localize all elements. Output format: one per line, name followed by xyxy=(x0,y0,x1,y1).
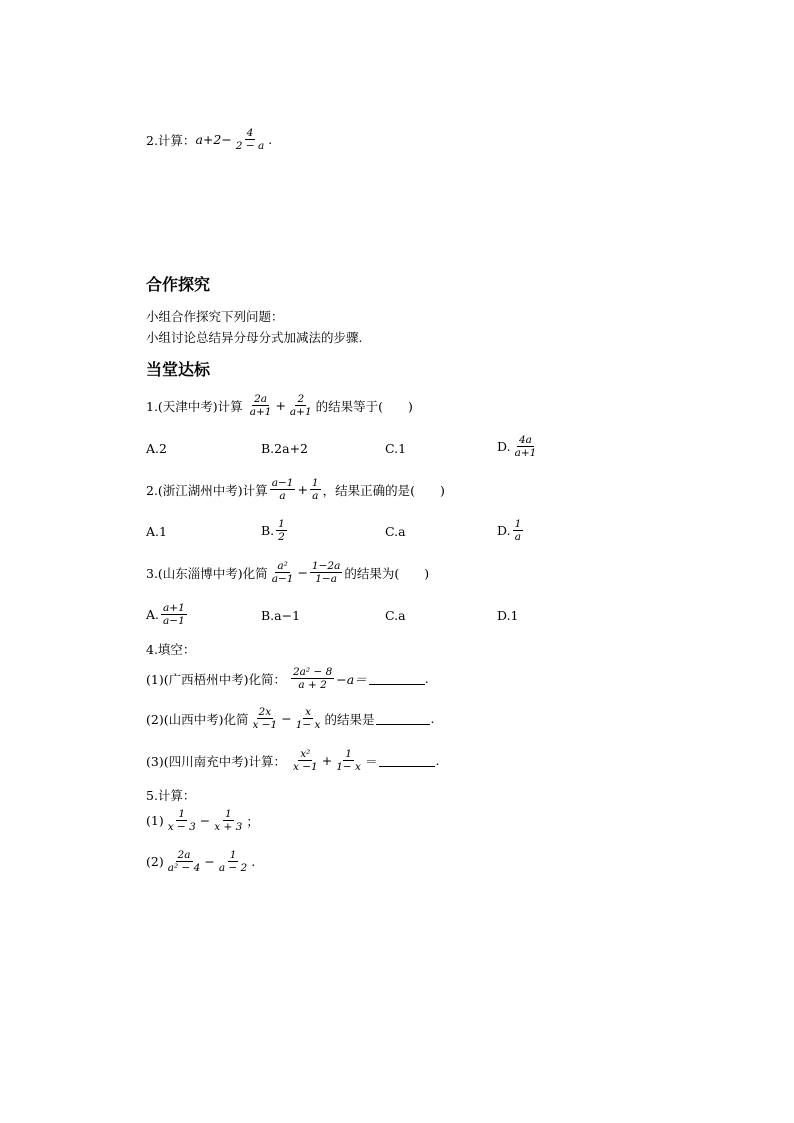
denominator: a² − 4 xyxy=(167,862,201,875)
numerator: 4 xyxy=(246,127,254,139)
operator: + xyxy=(297,482,308,498)
option-label: B. xyxy=(261,523,275,539)
expression: a+2− xyxy=(195,132,232,148)
fill-in-3 xyxy=(146,748,439,773)
question-prefix: (2)(山西中考)化简 xyxy=(146,711,249,727)
numerator: 1 xyxy=(514,518,522,530)
option-c: C.a xyxy=(385,608,406,623)
fraction xyxy=(291,748,320,773)
fraction xyxy=(212,808,244,833)
expression-tail: 的结果是 xyxy=(324,711,375,727)
numerator: 1 xyxy=(229,849,237,861)
item-label: (2) xyxy=(146,854,164,870)
fraction xyxy=(166,808,198,833)
numerator: x xyxy=(305,706,312,718)
fraction xyxy=(513,434,539,459)
denominator: 2 − a xyxy=(235,140,265,153)
denominator: a+1 xyxy=(289,406,312,419)
fraction xyxy=(250,706,279,731)
fraction xyxy=(334,748,363,773)
denominator: 1− x xyxy=(295,719,321,732)
practice-question-1 xyxy=(146,393,413,418)
period: . xyxy=(268,132,273,148)
fraction xyxy=(310,560,342,585)
fraction xyxy=(217,849,249,874)
option-d xyxy=(497,518,525,543)
denominator: a+1 xyxy=(249,406,272,419)
option-b: B.2a+2 xyxy=(261,441,308,456)
denominator: x + 3 xyxy=(214,821,243,834)
option-label: D. xyxy=(497,523,511,539)
numerator: a² xyxy=(277,560,288,572)
fraction xyxy=(291,666,334,691)
fraction xyxy=(234,127,266,152)
compute-question-2 xyxy=(146,127,272,152)
fraction xyxy=(276,518,287,543)
question-suffix: 的结果等于( ) xyxy=(315,398,413,414)
question-prefix: (1)(广西梧州中考)化简： xyxy=(146,671,286,687)
numerator: 1 xyxy=(278,518,285,530)
denominator: a−1 xyxy=(271,573,294,586)
section-title-practice: 当堂达标 xyxy=(146,360,211,379)
semicolon: ； xyxy=(246,813,259,829)
answer-blank[interactable] xyxy=(376,712,430,725)
question-prefix: 2.(浙江湖州中考)计算 xyxy=(146,482,268,498)
denominator: a − 2 xyxy=(218,862,248,875)
compute-item-2 xyxy=(146,849,255,874)
numerator: 1−2a xyxy=(311,560,341,572)
denominator: x −1 xyxy=(292,761,318,774)
option-label: A. xyxy=(146,607,160,623)
item-label: (1) xyxy=(146,813,164,829)
option-d xyxy=(497,434,540,459)
fraction xyxy=(270,477,296,502)
answer-blank[interactable] xyxy=(379,754,435,767)
option-d: D.1 xyxy=(497,608,519,623)
fraction xyxy=(288,393,314,418)
label: 2.计算： xyxy=(146,132,196,148)
practice-question-2 xyxy=(146,477,445,502)
cooperate-line-2: 小组讨论总结异分母分式加减法的步骤. xyxy=(146,330,363,345)
question-suffix: 的结果为( ) xyxy=(344,565,430,581)
option-c: C.a xyxy=(385,524,406,539)
question-suffix: ，结果正确的是( ) xyxy=(322,482,445,498)
denominator: a−1 xyxy=(163,615,185,628)
period: . xyxy=(430,711,435,727)
cooperate-line-1: 小组合作探究下列问题： xyxy=(146,309,284,324)
answer-blank[interactable] xyxy=(369,672,425,685)
fill-in-2 xyxy=(146,706,434,731)
denominator: a + 2 xyxy=(298,679,327,692)
numerator: 2a xyxy=(254,393,268,405)
period: . xyxy=(424,671,429,687)
practice-question-3 xyxy=(146,560,429,585)
period: . xyxy=(435,753,440,769)
denominator: a xyxy=(312,490,319,503)
question-4-title: 4.填空： xyxy=(146,642,196,657)
numerator: 1 xyxy=(178,808,186,820)
operator: − xyxy=(297,565,308,581)
operator: − xyxy=(281,711,292,727)
fraction xyxy=(166,849,203,874)
fraction xyxy=(161,602,187,627)
option-b: B.a−1 xyxy=(261,608,301,623)
question-prefix: 1.(天津中考)计算 xyxy=(146,398,243,414)
numerator: 2 xyxy=(297,393,305,405)
question-5-title: 5.计算： xyxy=(146,788,196,803)
denominator: a xyxy=(514,531,522,544)
fraction xyxy=(248,393,274,418)
option-a: A.1 xyxy=(146,524,167,539)
compute-item-1 xyxy=(146,808,259,833)
denominator: x − 3 xyxy=(167,821,196,834)
denominator: a xyxy=(279,490,286,503)
period: . xyxy=(251,854,256,870)
operator: − xyxy=(204,854,215,870)
question-prefix: (3)(四川南充中考)计算： xyxy=(146,753,286,769)
fraction xyxy=(270,560,296,585)
numerator: 1 xyxy=(224,808,232,820)
numerator: 2a² − 8 xyxy=(292,666,333,678)
option-b xyxy=(261,518,289,543)
option-a xyxy=(146,602,189,627)
numerator: 1 xyxy=(311,477,319,489)
option-c: C.1 xyxy=(385,441,407,456)
operator: + xyxy=(321,753,333,769)
option-a: A.2 xyxy=(146,441,167,456)
denominator: a+1 xyxy=(514,447,537,460)
denominator: 1−a xyxy=(315,573,337,586)
numerator: 4a xyxy=(518,434,532,446)
section-title-cooperate: 合作探究 xyxy=(146,275,211,294)
denominator: 1− x xyxy=(336,761,361,774)
denominator: 2 xyxy=(278,531,285,544)
numerator: 1 xyxy=(345,748,352,760)
numerator: a−1 xyxy=(271,477,294,489)
numerator: x² xyxy=(300,748,311,760)
fill-in-1 xyxy=(146,666,429,691)
numerator: 2a xyxy=(177,849,191,861)
fraction xyxy=(294,706,323,731)
fraction xyxy=(310,477,321,502)
numerator: 2x xyxy=(258,706,272,718)
expression-tail: ＝ xyxy=(364,753,378,769)
denominator: x −1 xyxy=(252,719,278,732)
operator: + xyxy=(275,398,286,414)
numerator: a+1 xyxy=(163,602,185,614)
operator: − xyxy=(199,813,211,829)
question-prefix: 3.(山东淄博中考)化简 xyxy=(146,565,268,581)
expression-tail: −a＝ xyxy=(336,671,367,687)
fraction xyxy=(513,518,524,543)
option-label: D. xyxy=(497,439,511,455)
